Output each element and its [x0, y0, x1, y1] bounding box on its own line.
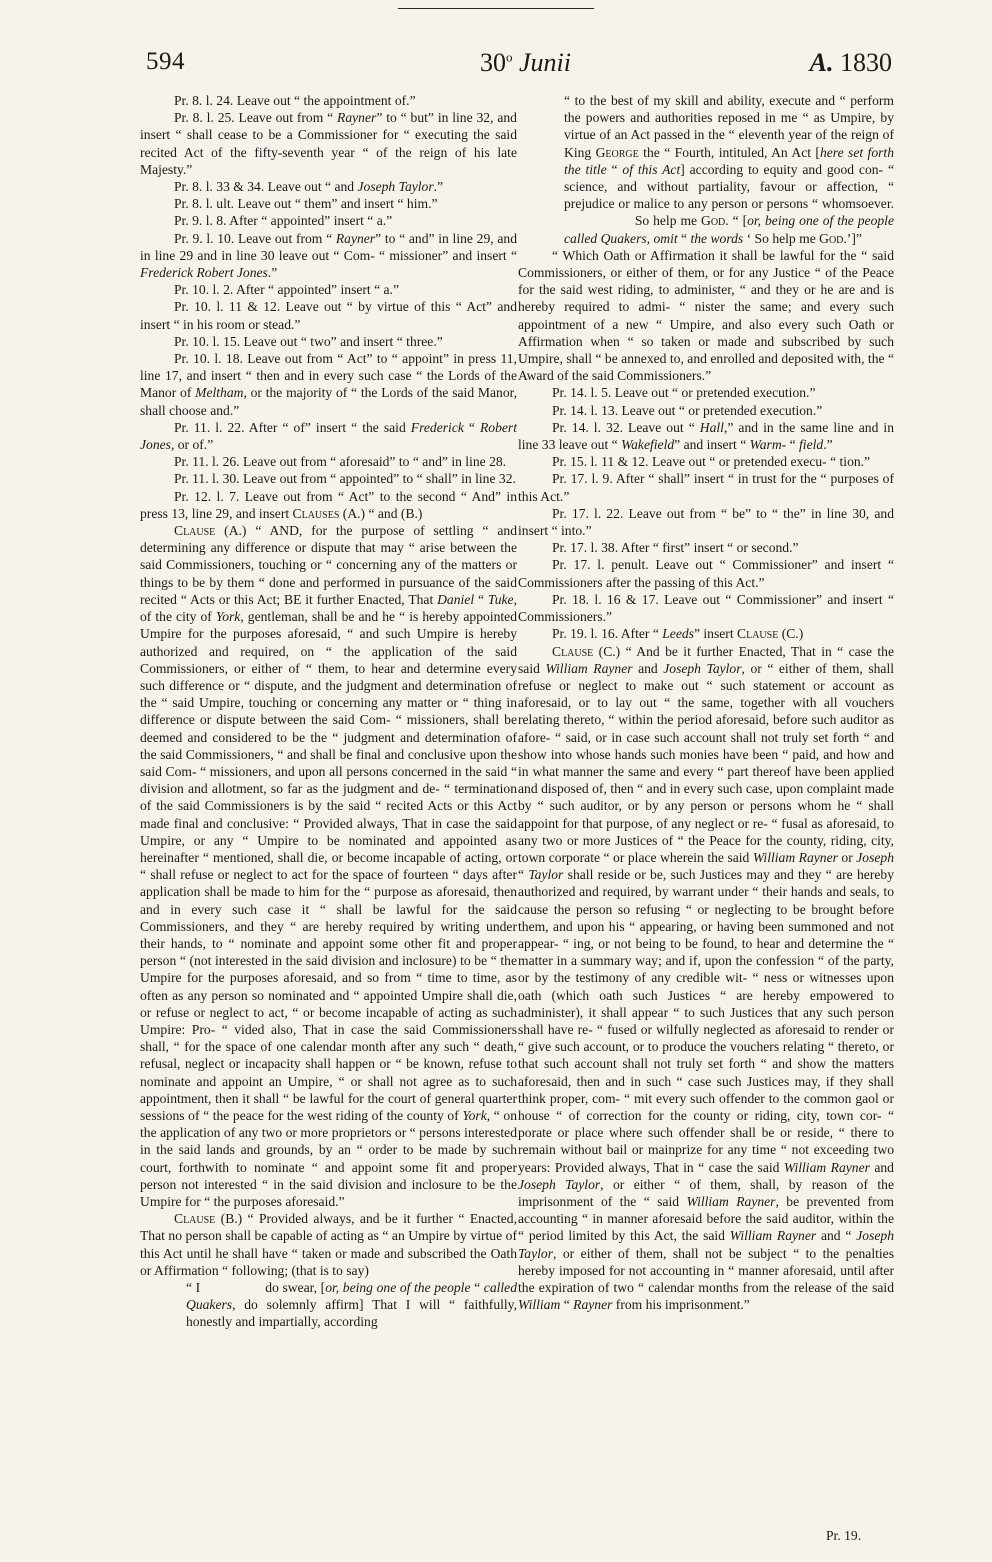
left-column	[140, 92, 517, 1331]
paragraph: Pr. 17. l. 22. Leave out from “ be” to “ the” in line 30, and insert “ into.”	[518, 505, 894, 539]
paragraph: “ Which Oath or Affirmation it shall be lawful for the “ said Commissioners, or either of them, or for any Justice “ of the Peace for the said west riding, to administer, “ and they or he are and is hereby required to admi- “ nister the same; and every such appointment of a new “ Umpire, and also every such Oath or Affirmation when “ so taken or made and subscribed by such Umpire, shall “ be annexed to, and enrolled and deposited with, the “ Award of the said Commissioners.”	[518, 247, 894, 384]
paragraph: Clause (C.) “ And be it further Enacted, That in “ case the said William Rayner and Joseph Taylor, or “ either of them, shall refuse or neglect to make out “ such statement or account as aforesaid, or to lay out “ the same, together with all vouchers relating thereto, “ within the period aforesaid, before such auditor as afore- “ said, or in case such account shall not truly set forth “ and show into whose hands such monies have been “ paid, and how and in what manner the same and every “ part thereof have been applied and disposed of, then “ and in every such case, upon complaint made by “ such auditor, or by any person or persons whom he “ shall appoint for that purpose, of any neglect or re- “ fusal as aforesaid, to any two or more Justices of “ the Peace for the county, riding, city, town corporate “ or place wherein the said William Rayner or Joseph “ Taylor shall reside or be, such Justices may and they “ are hereby authorized and required, by warrant under “ their hands and seals, to cause the person so refusing “ or neglecting to be brought before them, and upon his “ appearing, or having been summoned and not appear- “ ing, or not being to be found, to hear and determine the “ matter in a summary way; and if, upon the confession “ of the party, or by the testimony of any credible wit- “ ness or witnesses upon oath (which oath such Justices “ are hereby empowered to administer), it shall appear “ to such Justices that any such person shall have re- “ fused or wilfully neglected as aforesaid to render or “ give such account, or to produce the vouchers relating “ thereto, or that such account shall not truly set forth “ and show the matters aforesaid, then and in such “ case such Justices may, if they shall think proper, com- “ mit every such offender to the common gaol or house “ of correction for the county or riding, city, town cor- “ porate or place where such offender shall be or reside, “ there to remain without bail or mainprize for any time “ not exceeding two years: Provided always, That in “ case the said William Rayner and Joseph Taylor, or either “ of them, shall, by reason of the imprisonment of the “ said William Rayner, be prevented from accounting “ in manner aforesaid before the said auditor, within the “ period limited by this Act, the said William Rayner and “ Joseph Taylor, or either of them, shall not be subject “ to the penalties hereby imposed for not accounting in “ manner aforesaid, until after the expiration of two “ calendar months from the release of the said William “ Rayner from his imprisonment.”	[518, 643, 895, 1313]
date-day: 30	[480, 48, 506, 77]
paragraph: Pr. 10. l. 15. Leave out “ two” and insert “ three.”	[174, 333, 443, 349]
year-value: 1830	[840, 48, 892, 77]
page-header	[146, 48, 892, 88]
paragraph: Pr. 11. l. 26. Leave out from “ aforesaid” to “ and” in line 28.	[174, 454, 507, 470]
paragraph: “ to the best of my skill and ability, execute and “ perform the powers and authorities reposed in me “ as Umpire, by virtue of an Act passed in the “ eleventh year of the reign of King George the “ Fourth, intituled, An Act [here set forth the title “ of this Act] according to equity and good con- “ science, and without partiality, favour or affection, “ prejudice or malice to any person or persons “ whomsoever. So help me God. “ [or, being one of the people called Quakers, omit “ the words ‘ So help me God.’]”	[564, 93, 894, 246]
paragraph: Pr. 8. l. 24. Leave out “ the appointment of.”	[174, 93, 416, 108]
paragraph: Pr. 14. l. 13. Leave out “ or pretended execution.”	[552, 402, 823, 418]
paragraph: Pr. 12. l. 7. Leave out from “ Act” to the second “ And” in press 13, line 29, and insert Clauses (A.) “ and (B.)	[140, 488, 517, 521]
paragraph: Pr. 11. l. 22. After “ of” insert “ the said Frederick “ Robert Jones, or of.”	[140, 419, 517, 453]
paragraph: Pr. 14. l. 32. Leave out “ Hall,” and in the same line and in line 33 leave out “ Wakefield” and insert “ Warm- “ field.”	[518, 419, 894, 453]
page-number: 594	[146, 48, 185, 75]
paragraph: Clause (A.) “ AND, for the purpose of settling “ and determining any difference or dispute that may “ arise between the said Commissioners, touching or “ concerning any of the matters or things to be by them “ done and performed in pursuance of the said recited “ Acts or this Act; BE it further Enacted, That Daniel “ Tuke, of the city of York, gentleman, shall be and he “ is hereby appointed Umpire for the purposes aforesaid, “ and such Umpire is hereby authorized and required, on “ the application of the said Commissioners, or either of “ them, to hear and determine every such difference or “ dispute, and the judgment and determination of the “ said Umpire, touching or concerning any matter or “ thing in difference or dispute between the said Com- “ missioners, shall be deemed and considered to be the “ judgment and determination of the said Commissioners, “ and shall be final and conclusive upon the said Com- “ missioners, and upon all persons concerned in the said “ division and allotment, so far as the judgment and de- “ termination of the said Commissioners is by the said “ recited Acts or this Act made final and conclusive: “ Provided always, That in case the said Umpire, or any “ Umpire to be nominated and appointed as hereinafter “ mentioned, shall die, or become incapable of acting, or “ shall refuse or neglect to act for the space of fourteen “ days after application shall be made to him for the “ purpose as aforesaid, then and in every such case it “ shall be lawful for the said Commissioners, and they “ are hereby required by writing under their hands, to “ nominate and appoint some other fit and proper person “ (not interested in the said division and inclosure) to be “ the Umpire for the purposes aforesaid, and so from “ time to time, as often as any person so nominated and “ appointed Umpire shall die, or refuse or neglect to act, “ or become incapable of acting as such Umpire: Pro- “ vided also, That in case the said Commissioners shall, “ for the space of one calendar month after any such “ death, refusal, neglect or incapacity shall happen or “ be known, refuse to nominate and appoint an Umpire, “ or shall not agree as to such appointment, then it shall “ be lawful for the court of general quarter sessions of “ the peace for the west riding of the county of York, “ on the application of any two or more proprietors or “ persons interested in the said lands and grounds, by an “ order to be made by such court, forthwith to nominate “ and appoint some fit and proper person not interested “ in the said division and inclosure to be the Umpire for “ the purposes aforesaid.”	[140, 523, 518, 1209]
paragraph: Clause (B.) “ Provided always, and be it further “ Enacted, That no person shall be capable of acting as “ an Umpire by virtue of this Act until he shall have “ taken or made and subscribed the Oath or Affirmation “ following; (that is to say)	[140, 1211, 517, 1278]
header-year	[810, 48, 892, 78]
paragraph: “ I do swear, [or, being one of the people “ called Quakers, do solemnly affirm] That I will “ faithfully, honestly and impartially, according	[186, 1280, 517, 1330]
date-month: Junii	[519, 48, 571, 77]
paragraph: Pr. 15. l. 11 & 12. Leave out “ or pretended execu- “ tion.”	[552, 454, 871, 470]
paragraph: Pr. 9. l. 10. Leave out from “ Rayner” to “ and” in line 29, and in line 29 and in line 30 leave out “ Com- “ missioner” and insert “ Frederick Robert Jones.”	[140, 230, 517, 281]
year-prefix: A.	[809, 48, 834, 77]
paragraph: Pr. 8. l. ult. Leave out “ them” and insert “ him.”	[174, 196, 438, 212]
paragraph: Pr. 17. l. 9. After “ shall” insert “ in trust for the “ purposes of this Act.”	[518, 471, 894, 504]
paragraph: Pr. 19. l. 16. After “ Leeds” insert Clause (C.)	[552, 626, 804, 642]
paragraph: Pr. 9. l. 8. After “ appointed” insert “ a.”	[174, 213, 393, 229]
paragraph: Pr. 17. l. penult. Leave out “ Commissioner” and insert “ Commissioners after the passing of this Act.”	[518, 557, 894, 590]
paragraph: Pr. 18. l. 16 & 17. Leave out “ Commissioner” and insert “ Commissioners.”	[518, 591, 894, 625]
catchword: Pr. 19.	[826, 1528, 862, 1543]
paragraph: Pr. 8. l. 25. Leave out from “ Rayner” to “ but” in line 32, and insert “ shall cease to be a Commissioner for “ executing the said recited Act of the fifty-seventh year “ of the reign of his late Majesty.”	[140, 110, 517, 177]
header-date	[480, 48, 571, 78]
paragraph: Pr. 10. l. 2. After “ appointed” insert “ a.”	[174, 282, 399, 298]
paragraph: Pr. 10. l. 11 & 12. Leave out “ by virtue of this “ Act” and insert “ in his room or stead.”	[140, 299, 517, 332]
top-rule	[398, 8, 594, 9]
paragraph: Pr. 11. l. 30. Leave out from “ appointed” to “ shall” in line 32.	[174, 471, 516, 487]
right-column	[518, 92, 894, 1313]
paragraph: Pr. 10. l. 18. Leave out from “ Act” to “ appoint” in press 11, line 17, and insert “ then and in every such case “ the Lords of the Manor of Meltham, or the majority of “ the Lords of the said Manor, shall choose and.”	[140, 351, 517, 418]
date-superscript: o	[506, 49, 513, 65]
paragraph: Pr. 8. l. 33 & 34. Leave out “ and Joseph Taylor.”	[174, 179, 444, 195]
paragraph: Pr. 14. l. 5. Leave out “ or pretended execution.”	[552, 385, 816, 401]
paragraph: Pr. 17. l. 38. After “ first” insert “ or second.”	[552, 540, 799, 556]
